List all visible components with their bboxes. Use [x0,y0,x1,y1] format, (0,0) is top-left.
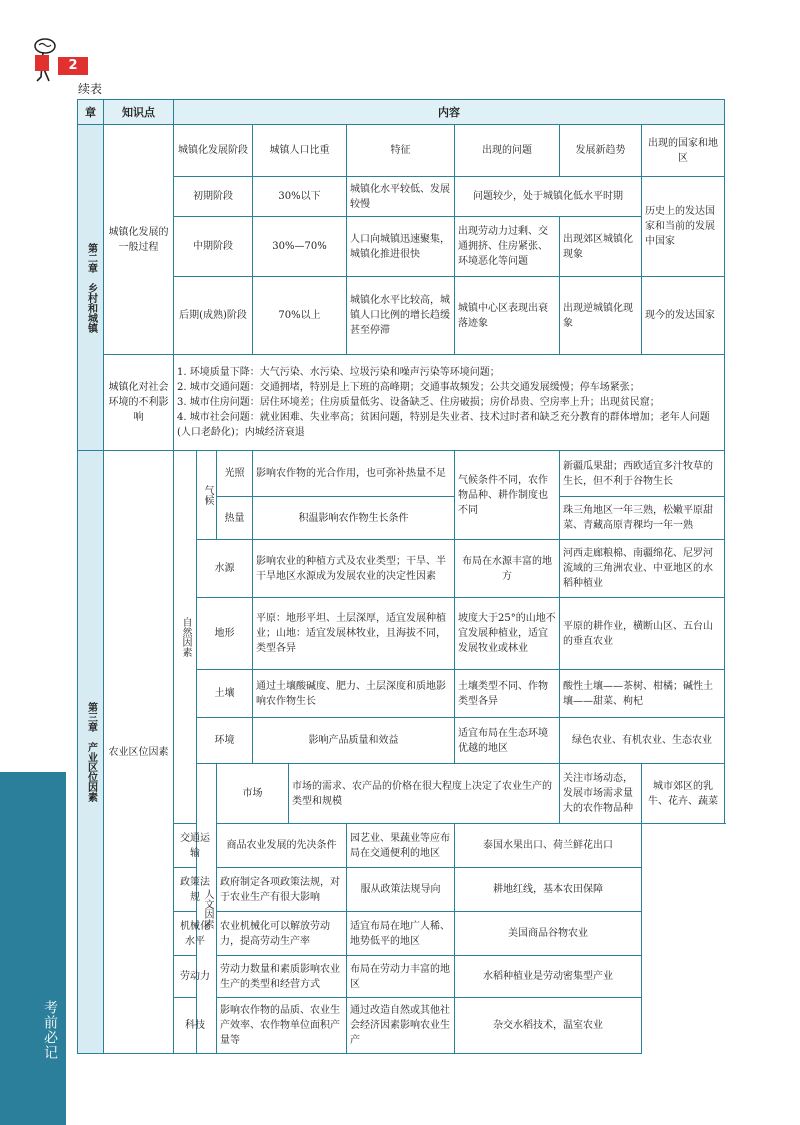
mascot-logo-icon [33,37,61,83]
page-number: 2 [58,57,88,75]
policy-name: 政策法规 [174,868,217,912]
kp-agri-location: 农业区位因素 [104,451,174,1054]
tech-name: 科技 [174,998,217,1054]
chapter-3-name: 第三章 产业区位因素 [85,702,97,802]
impact-item: 2. 城市交通问题：交通拥堵，特别是上下班的高峰期；交通事故频发；公共交通发展缓慢；停车场紧张； [177,382,640,393]
subheader-ratio: 城镇人口比重 [253,125,347,177]
market-layout: 关注市场动态，发展市场需求量大的农作物品种 [560,764,642,824]
stage2-name: 中期阶段 [174,217,253,277]
side-color-band [0,772,66,1125]
mech-effect: 农业机械化可以解放劳动力，提高劳动生产率 [217,912,347,956]
subheader-feature: 特征 [347,125,455,177]
header-knowledge: 知识点 [104,100,174,125]
table-row [78,998,725,1054]
impact-item: 4. 城市社会问题：就业困难、失业率高；贫困问题，特别是失业者、技术过时者和缺乏充分教育的群体增加；老年人问题(人口老龄化)；内城经济衰退 [177,412,710,438]
table-row [78,177,725,217]
table-row [78,868,725,912]
water-effect: 影响农业的种植方式及农业类型；干旱、半干旱地区水源成为发展农业的决定性因素 [253,540,455,598]
stage3-name: 后期(成熟)阶段 [174,277,253,355]
soil-example: 酸性土壤——茶树、柑橘；碱性土壤——甜菜、枸杞 [560,670,725,718]
natural-factors-label: 自然因素 [180,617,191,657]
table-row [78,355,725,451]
table-row [78,956,725,998]
stage2-feature: 人口向城镇迅速聚集，城镇化推进很快 [347,217,455,277]
side-label: 考前必记 [42,1000,58,1060]
kp-urbanization-impacts: 城镇化对社会环境的不利影响 [104,355,174,451]
chapter-2-name: 第二章 乡村和城镇 [85,242,97,333]
subheader-stage: 城镇化发展阶段 [174,125,253,177]
stage1-name: 初期阶段 [174,177,253,217]
terrain-example: 平原的耕作业，横断山区、五台山的垂直农业 [560,598,725,670]
subheader-trend: 发展新趋势 [560,125,642,177]
table-row [78,912,725,956]
policy-effect: 政府制定各项政策法规，对于农业生产有很大影响 [217,868,347,912]
table-row [78,125,725,177]
stage3-regions: 现今的发达国家 [642,277,725,355]
chapter-2-cell [78,125,104,451]
tech-layout: 通过改造自然或其他社会经济因素影响农业生产 [347,998,455,1054]
continued-label: 续表 [78,82,103,96]
transport-name: 交通运输 [174,824,217,868]
env-layout: 适宜布局在生态环境优越的地区 [455,718,560,764]
mech-name: 机械化水平 [174,912,217,956]
header-chapter: 章 [78,100,104,125]
env-example: 绿色农业、有机农业、生态农业 [560,718,725,764]
labor-layout: 布局在劳动力丰富的地区 [347,956,455,998]
climate-cell [197,451,217,540]
transport-effect: 商品农业发展的先决条件 [217,824,347,868]
terrain-name: 地形 [197,598,253,670]
heat-example: 珠三角地区一年三熟，松嫩平原甜菜、青藏高原青稞均一年一熟 [560,497,725,540]
stage3-feature: 城镇化水平比较高，城镇人口比例的增长趋缓甚至停滞 [347,277,455,355]
tech-example: 杂交水稻技术，温室农业 [455,998,642,1054]
soil-layout: 土壤类型不同、作物类型各异 [455,670,560,718]
stage1-feature: 城镇化水平较低、发展较慢 [347,177,455,217]
heat-effect: 积温影响农作物生长条件 [253,497,455,540]
soil-effect: 通过土壤酸碱度、肥力、土层深度和质地影响农作物生长 [253,670,455,718]
light-example: 新疆瓜果甜；西欧适宜多汁牧草的生长，但不利于谷物生长 [560,451,725,497]
market-effect: 市场的需求、农产品的价格在很大程度上决定了农业生产的类型和规模 [289,764,560,824]
market-name: 市场 [217,764,289,824]
stage12-regions: 历史上的发达国家和当前的发展中国家 [642,177,725,277]
impacts-cell [174,355,725,451]
stage3-trend: 出现逆城镇化现象 [560,277,642,355]
stage1-ratio: 30%以下 [253,177,347,217]
knowledge-table [77,99,725,1054]
water-layout: 布局在水源丰富的地方 [455,540,560,598]
policy-layout: 服从政策法规导向 [347,868,455,912]
terrain-layout: 坡度大于25°的山地不宜发展种植业，适宜发展牧业或林业 [455,598,560,670]
table-row [78,451,725,497]
table-header-row [78,100,725,125]
subheader-problem: 出现的问题 [455,125,560,177]
stage3-problem: 城镇中心区表现出衰落迹象 [455,277,560,355]
terrain-effect: 平原：地形平坦、土层深厚，适宜发展种植业；山地：适宜发展林牧业，且海拔不同，类型各异 [253,598,455,670]
mech-layout: 适宜布局在地广人稀、地势低平的地区 [347,912,455,956]
impact-item: 3. 城市住房问题：居住环境差；住房质量低劣、设备缺乏、住房破损；房价昂贵、空房率上升；出现贫民窟； [177,397,660,408]
market-example: 城市郊区的乳牛、花卉、蔬菜 [642,764,725,824]
table-row [78,824,725,868]
stage2-ratio: 30%—70% [253,217,347,277]
light-name: 光照 [217,451,253,497]
env-name: 环境 [197,718,253,764]
mech-example: 美国商品谷物农业 [455,912,642,956]
chapter-3-cell [78,451,104,1054]
stage3-ratio: 70%以上 [253,277,347,355]
stage2-trend: 出现郊区城镇化现象 [560,217,642,277]
tech-effect: 影响农作物的品质、农业生产效率、农作物单位面积产量等 [217,998,347,1054]
stage2-problem: 出现劳动力过剩、交通拥挤、住房紧张、环境恶化等问题 [455,217,560,277]
table-row [78,217,725,277]
header-content: 内容 [174,100,725,125]
climate-layout: 气候条件不同，农作物品种、耕作制度也不同 [455,451,560,540]
transport-layout: 园艺业、果蔬业等应布局在交通便利的地区 [347,824,455,868]
labor-name: 劳动力 [174,956,217,998]
natural-factors-cell [174,451,197,824]
transport-example: 泰国水果出口、荷兰鲜花出口 [455,824,642,868]
climate-label: 气候 [202,485,213,505]
light-effect: 影响农作物的光合作用，也可弥补热量不足 [253,451,455,497]
labor-effect: 劳动力数量和素质影响农业生产的类型和经营方式 [217,956,347,998]
policy-example: 耕地红线，基本农田保障 [455,868,642,912]
table-row [78,277,725,355]
impact-item: 1. 环境质量下降：大气污染、水污染、垃圾污染和噪声污染等环境问题； [177,367,500,378]
water-example: 河西走廊粮棉、南疆绵花、尼罗河流域的三角洲农业、中亚地区的水稻种植业 [560,540,725,598]
subheader-regions: 出现的国家和地区 [642,125,725,177]
human-factors-label: 人文因素 [202,888,213,929]
env-effect: 影响产品质量和效益 [253,718,455,764]
heat-name: 热量 [217,497,253,540]
water-name: 水源 [197,540,253,598]
stage1-problem: 问题较少，处于城镇化低水平时期 [455,177,642,217]
soil-name: 土壤 [197,670,253,718]
kp-urbanization-process: 城镇化发展的一般过程 [104,125,174,355]
labor-example: 水稻种植业是劳动密集型产业 [455,956,642,998]
